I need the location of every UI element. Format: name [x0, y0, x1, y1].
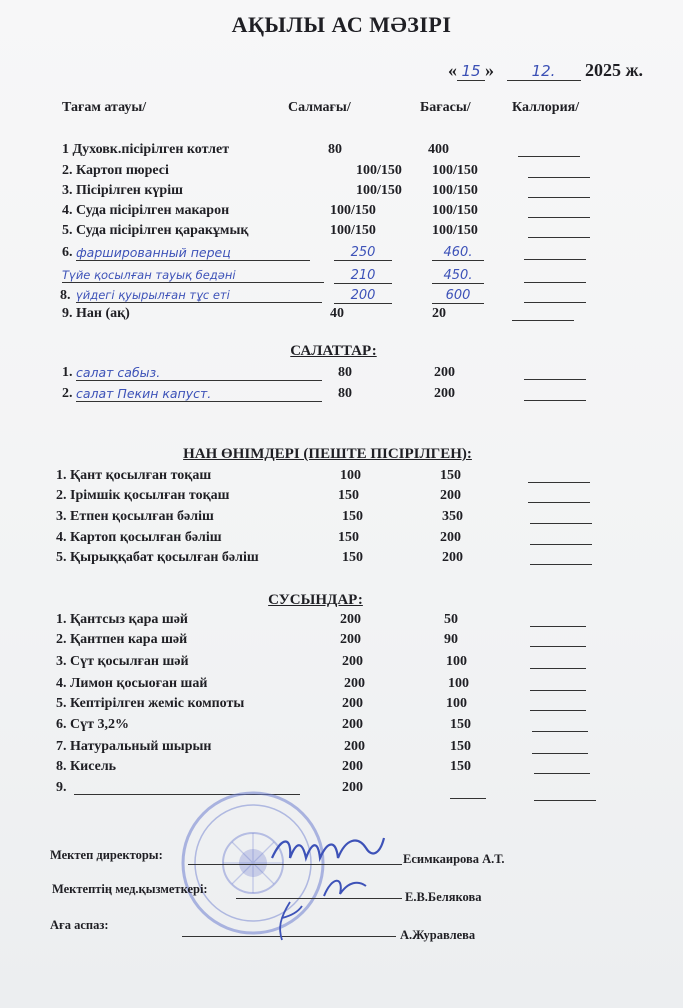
item-price: 200	[442, 550, 463, 565]
signature-role: Аға аспаз:	[50, 918, 109, 932]
bakery-row	[0, 550, 683, 568]
item-name: 8. Кисель	[56, 759, 117, 774]
calorie-blank	[534, 773, 590, 774]
drink-row	[0, 676, 683, 694]
calorie-blank	[532, 731, 588, 732]
signature-role: Мектеп директоры:	[50, 848, 163, 862]
calorie-blank	[528, 197, 590, 198]
item-name: салат Пекин капуст.	[76, 386, 322, 402]
drink-row	[0, 612, 683, 630]
item-weight: 200	[344, 739, 365, 754]
section-heading-drinks: СУСЫНДАР:	[268, 592, 363, 608]
item-price: 200	[434, 365, 455, 380]
calorie-blank	[528, 177, 590, 178]
director-signature	[262, 828, 392, 872]
item-name: 1 Духовк.пісірілген котлет	[62, 142, 230, 157]
bakery-row	[0, 509, 683, 527]
item-price: 100/150	[432, 163, 478, 178]
calorie-blank	[530, 523, 592, 524]
item-price: 150	[450, 717, 471, 732]
calorie-blank	[528, 217, 590, 218]
calorie-blank	[530, 690, 586, 691]
item-number: 1.	[62, 365, 73, 380]
item-weight: 100	[340, 468, 361, 483]
item-name: 2. Картоп пюресі	[62, 163, 169, 178]
item-price: 350	[442, 509, 463, 524]
header-price: Бағасы/	[420, 100, 471, 115]
chef-signature	[268, 898, 308, 944]
menu-row	[0, 163, 683, 181]
calorie-blank	[528, 237, 590, 238]
item-weight: 200	[340, 632, 361, 647]
menu-row	[0, 183, 683, 201]
calorie-blank	[530, 668, 586, 669]
signature-name: Е.В.Белякова	[405, 890, 482, 904]
item-name: 4. Суда пісірілген макарон	[62, 203, 230, 218]
item-weight: 100/150	[330, 223, 376, 238]
bakery-row	[0, 468, 683, 486]
salad-row	[0, 365, 683, 383]
menu-row-handwritten	[0, 288, 683, 306]
item-price: 100/150	[432, 223, 478, 238]
calorie-blank	[530, 544, 592, 545]
salad-row	[0, 386, 683, 404]
item-name: Түйе қосылған тауық бедәні	[62, 268, 324, 283]
item-weight: 200	[344, 676, 365, 691]
item-number: 6.	[62, 245, 73, 260]
item-weight: 100/150	[356, 163, 402, 178]
item-name: 1. Қант қосылған тоқаш	[56, 468, 212, 483]
item-weight: 200	[340, 612, 361, 627]
item-name: 5. Қырыққабат қосылған бәліш	[56, 550, 259, 565]
calorie-blank	[518, 156, 580, 157]
item-weight: 200	[342, 759, 363, 774]
date-year: 2025 ж.	[585, 60, 644, 80]
page-title: АҚЫЛЫ АС МӘЗІРІ	[231, 12, 452, 37]
calorie-blank	[528, 502, 590, 503]
calorie-blank	[524, 259, 586, 260]
header-calories: Каллория/	[512, 100, 580, 115]
item-name: 7. Натуральный шырын	[56, 739, 212, 754]
item-price: 450.	[432, 268, 484, 284]
item-weight: 100/150	[356, 183, 402, 198]
calorie-blank	[530, 646, 586, 647]
calorie-blank	[534, 800, 596, 801]
date-line	[448, 60, 643, 81]
item-price: 150	[440, 468, 461, 483]
drink-row	[0, 759, 683, 777]
item-name: 2. Қантпен кара шәй	[56, 632, 188, 647]
item-price: 100	[448, 676, 469, 691]
section-heading-salads: САЛАТТАР:	[290, 343, 377, 359]
item-weight: 150	[338, 488, 359, 503]
item-price: 150	[450, 739, 471, 754]
item-number: 2.	[62, 386, 73, 401]
item-name: 6. Сүт 3,2%	[56, 717, 129, 732]
item-price: 50	[444, 612, 458, 627]
item-price: 600	[432, 288, 484, 304]
calorie-blank	[524, 400, 586, 401]
item-price: 100	[446, 696, 467, 711]
menu-row-handwritten	[0, 245, 683, 263]
item-name: 3. Етпен қосылған бәліш	[56, 509, 214, 524]
nurse-signature	[318, 872, 378, 902]
calorie-blank	[524, 282, 586, 283]
item-price: 150	[450, 759, 471, 774]
bakery-row	[0, 530, 683, 548]
date-month: 12.	[507, 62, 581, 81]
calorie-blank	[524, 302, 586, 303]
item-weight: 100/150	[330, 203, 376, 218]
item-name: 5. Суда пісірілген қаракұмық	[62, 223, 249, 238]
item-name: салат сабыз.	[76, 365, 322, 381]
item-name: фаршированный перец	[76, 245, 310, 261]
calorie-blank	[532, 753, 588, 754]
item-weight: 80	[328, 142, 342, 157]
item-price: 20	[432, 306, 446, 321]
signature-name: Есимкаирова А.Т.	[403, 852, 505, 866]
item-name: 5. Кептірілген жеміс компоты	[56, 696, 245, 711]
drink-row	[0, 739, 683, 757]
calorie-blank	[512, 320, 574, 321]
item-weight: 200	[342, 717, 363, 732]
date-close-quote: »	[485, 60, 494, 80]
item-name: 9.	[56, 780, 67, 795]
date-open-quote: «	[448, 60, 457, 80]
section-heading-bakery: НАН ӨНІМДЕРІ (ПЕШТЕ ПІСІРІЛГЕН):	[183, 446, 472, 462]
item-price: 460.	[432, 245, 484, 261]
item-name: 4. Картоп қосылған бәліш	[56, 530, 222, 545]
signature-name: А.Журавлева	[400, 928, 476, 942]
item-name: 1. Қантсыз қара шәй	[56, 612, 188, 627]
calorie-blank	[528, 482, 590, 483]
price-blank	[450, 798, 486, 799]
item-weight: 210	[334, 268, 392, 284]
item-price: 100/150	[432, 183, 478, 198]
item-price: 400	[428, 142, 449, 157]
calorie-blank	[530, 710, 586, 711]
item-name: 3. Пісірілген күріш	[62, 183, 183, 198]
item-number: 8.	[60, 288, 71, 303]
header-weight: Салмағы/	[288, 100, 351, 115]
item-weight: 150	[342, 509, 363, 524]
drink-row	[0, 780, 683, 798]
item-weight: 40	[330, 306, 344, 321]
menu-row	[0, 142, 683, 160]
signature-role: Мектептің мед.қызметкері:	[52, 882, 208, 896]
item-weight: 200	[334, 288, 392, 304]
date-day: 15	[457, 62, 485, 81]
item-weight: 200	[342, 780, 363, 795]
item-weight: 200	[342, 696, 363, 711]
item-weight: 80	[338, 365, 352, 380]
item-price: 100	[446, 654, 467, 669]
drink-row	[0, 632, 683, 650]
item-weight: 200	[342, 654, 363, 669]
item-price: 200	[440, 530, 461, 545]
item-name: 3. Сүт қосылған шәй	[56, 654, 189, 669]
item-name: үйдегі қуырылған тұс етi	[76, 288, 322, 303]
header-name: Тағам атауы/	[62, 100, 147, 115]
menu-row	[0, 306, 683, 324]
item-weight: 150	[342, 550, 363, 565]
item-weight: 150	[338, 530, 359, 545]
drink-row	[0, 717, 683, 735]
drink-row	[0, 654, 683, 672]
menu-row	[0, 223, 683, 241]
item-weight: 250	[334, 245, 392, 261]
item-name: 4. Лимон қосыоған шай	[56, 676, 208, 691]
calorie-blank	[524, 379, 586, 380]
menu-row	[0, 203, 683, 221]
menu-row-handwritten	[0, 268, 683, 286]
calorie-blank	[530, 626, 586, 627]
calorie-blank	[530, 564, 592, 565]
item-price: 100/150	[432, 203, 478, 218]
item-price: 200	[434, 386, 455, 401]
item-price: 200	[440, 488, 461, 503]
item-name: 9. Нан (ақ)	[62, 306, 130, 321]
item-price: 90	[444, 632, 458, 647]
item-name: 2. Ірімшік қосылған тоқаш	[56, 488, 230, 503]
item-weight: 80	[338, 386, 352, 401]
bakery-row	[0, 488, 683, 506]
drink-row	[0, 696, 683, 714]
